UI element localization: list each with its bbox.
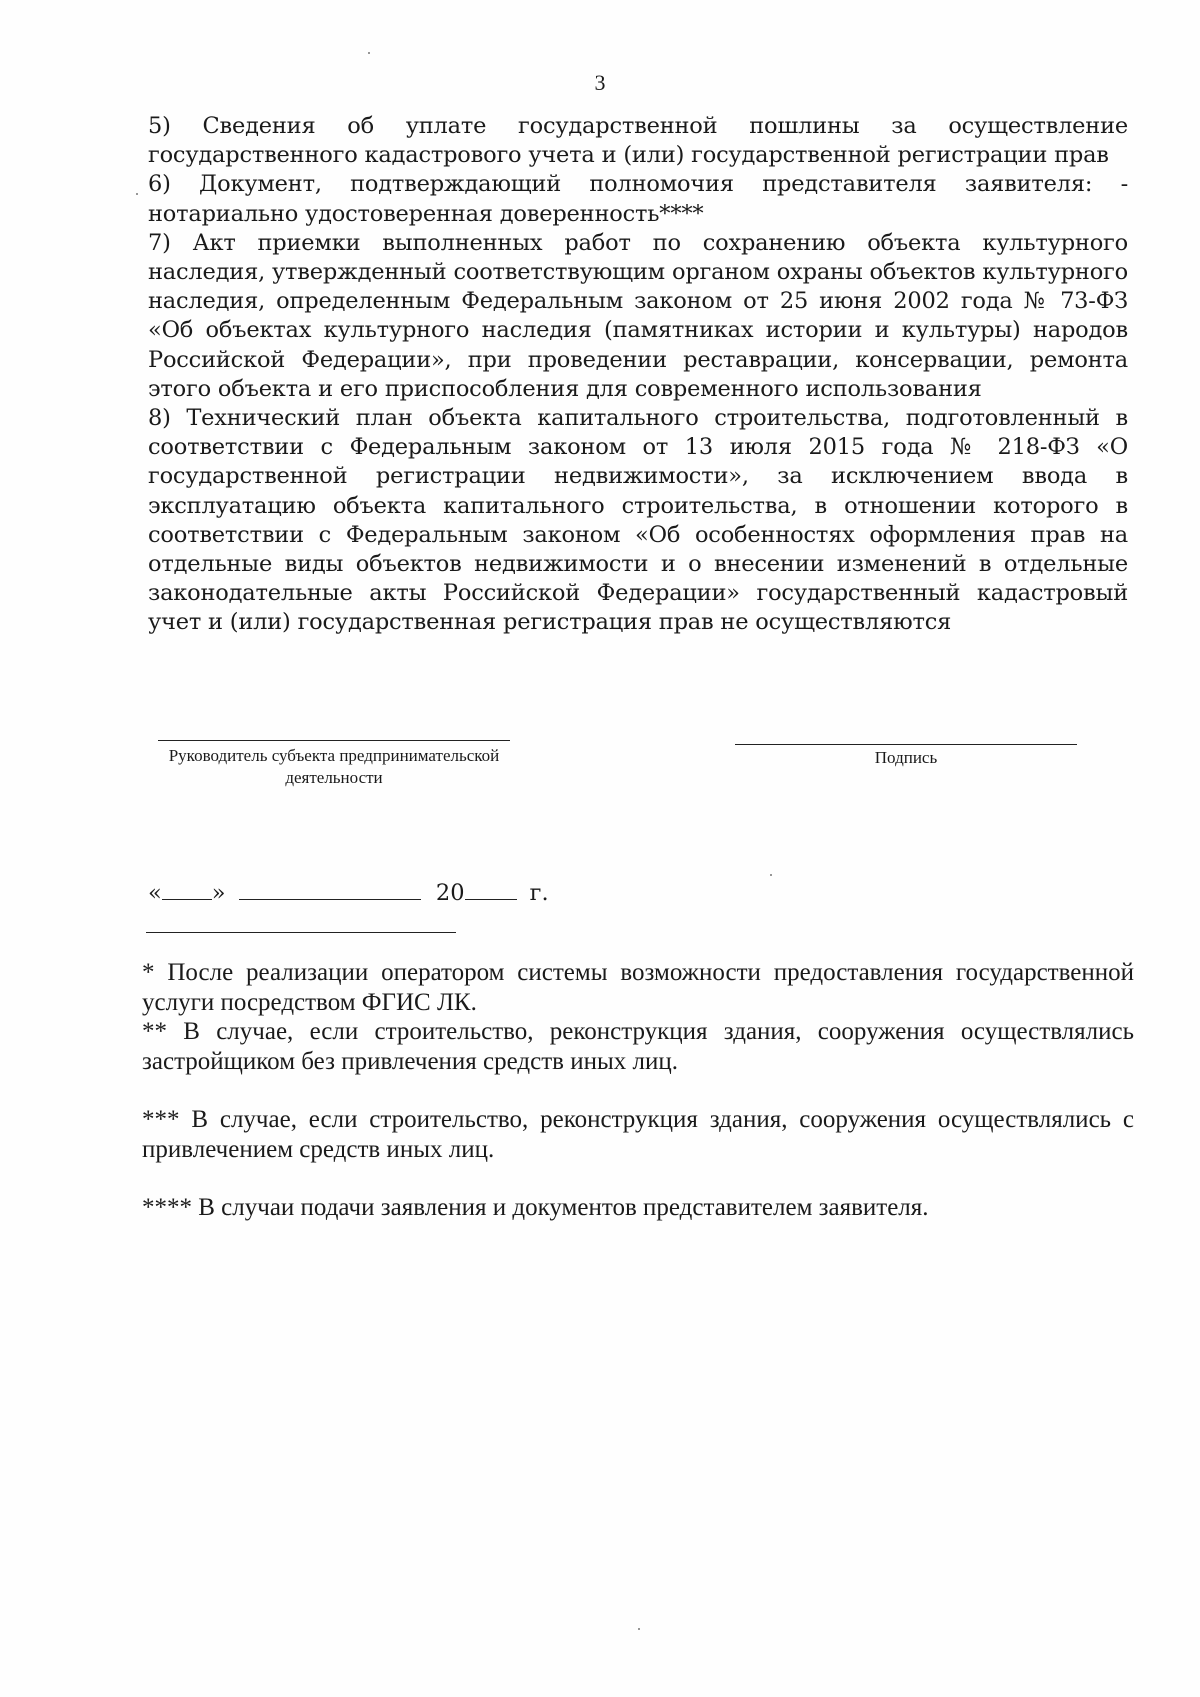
footnote-1: * После реализации оператором системы возможности предоставления государственной услуги посредством ФГИС ЛК. bbox=[142, 959, 1134, 1016]
document-list bbox=[148, 112, 1128, 638]
date-close-quote: » bbox=[211, 880, 226, 906]
signature-label: Подпись bbox=[874, 748, 938, 767]
list-item-7: 7) Акт приемки выполненных работ по сохранению объекта культурного наследия, утвержденный соответствующим органом охраны объектов культурного наследия, определенным Федеральным законом от 25 июня 2002 года № 73-ФЗ «Об объектах культурного наследия (памятниках истории и культуры) народов Российской Федерации», при проведении реставрации, консервации, ремонта этого объекта и его приспособления для современного использования bbox=[148, 229, 1128, 402]
scan-speck bbox=[638, 1628, 640, 1630]
scan-speck bbox=[368, 52, 370, 54]
year-blank bbox=[465, 898, 517, 900]
date-underline bbox=[146, 932, 456, 933]
footnote-3: *** В случае, если строительство, реконструкция здания, сооружения осуществлялись с привлечением средств иных лиц. bbox=[142, 1106, 1134, 1163]
date-field bbox=[148, 878, 549, 908]
page-number: 3 bbox=[594, 70, 606, 95]
date-open-quote: « bbox=[148, 880, 162, 906]
year-suffix: г. bbox=[529, 880, 549, 906]
head-signature-line bbox=[158, 740, 510, 741]
scan-speck bbox=[136, 193, 138, 195]
footnote-2: ** В случае, если строительство, реконструкция здания, сооружения осуществлялись застройщиком без привлечения средств иных лиц. bbox=[142, 1018, 1134, 1075]
year-prefix: 20 bbox=[435, 880, 465, 906]
list-item-5: 5) Сведения об уплате государственной пошлины за осуществление государственного кадастрового учета и (или) государственной регистрации прав bbox=[148, 113, 1128, 169]
list-item-6: 6) Документ, подтверждающий полномочия представителя заявителя: - нотариально удостоверенная доверенность**** bbox=[148, 171, 1128, 227]
footnote-4: **** В случаи подачи заявления и документов представителем заявителя. bbox=[142, 1194, 929, 1221]
scan-speck bbox=[770, 874, 772, 876]
footnotes bbox=[142, 958, 1134, 1223]
head-label: Руководитель субъекта предпринимательской деятельности bbox=[168, 746, 500, 787]
signature-line bbox=[735, 744, 1077, 745]
month-blank bbox=[239, 898, 421, 900]
list-item-8: 8) Технический план объекта капитального строительства, подготовленный в соответствии с Федеральным законом от 13 июля 2015 года № 218-ФЗ «О государственной регистрации недвижимости», за исключением ввода в эксплуатацию объекта капитального строительства, в отношении которого в соответствии с Федеральным законом «Об особенностях оформления прав на отдельные виды объектов недвижимости и о внесении изменений в отдельные законодательные акты Российской Федерации» государственный кадастровый учет и (или) государственная регистрация прав не осуществляются bbox=[148, 405, 1128, 636]
day-blank bbox=[162, 898, 212, 900]
